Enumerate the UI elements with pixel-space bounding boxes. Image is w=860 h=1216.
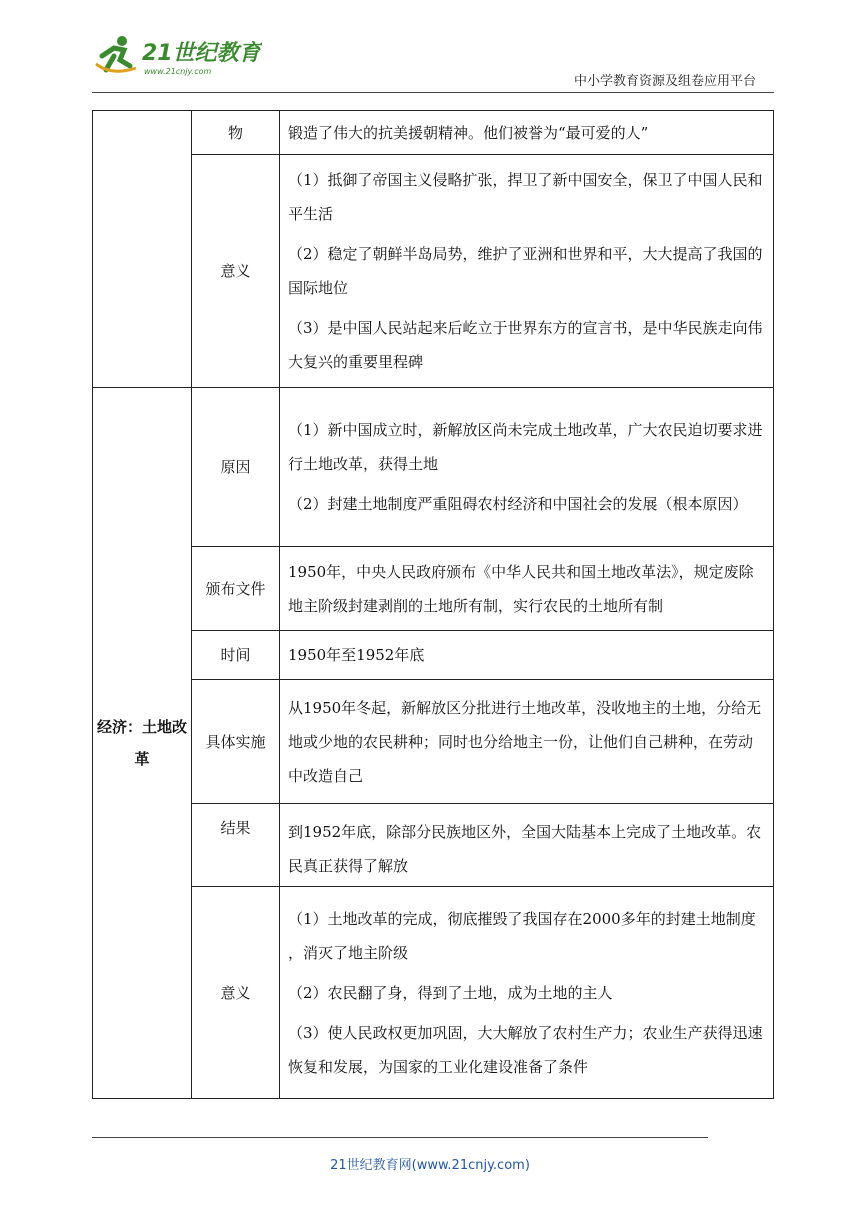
header-divider — [92, 92, 774, 93]
runner-icon — [96, 36, 136, 71]
content-text: （2）封建土地制度严重阻碍农村经济和中国社会的发展（根本原因） — [288, 495, 748, 513]
item-cell: 时间 — [192, 631, 280, 680]
category-cell: 经济：土地改革 — [93, 388, 192, 1099]
footer-divider — [92, 1137, 708, 1138]
content-cell — [280, 680, 774, 804]
table-row — [93, 388, 774, 547]
content-text: （3）是中国人民站起来后屹立于世界东方的宣言书，是中华民族走向伟大复兴的重要里程碑 — [288, 319, 763, 371]
content-cell — [280, 547, 774, 631]
content-text: （1）新中国成立时，新解放区尚未完成土地改革，广大农民迫切要求进行土地改革，获得土地 — [288, 421, 763, 473]
logo-text: 21世纪教育 — [142, 41, 261, 66]
table-row — [93, 631, 774, 680]
content-cell — [280, 887, 774, 1099]
item-cell: 颁布文件 — [192, 547, 280, 631]
content-text: 锻造了伟大的抗美援朝精神。他们被誉为“最可爱的人” — [288, 123, 649, 142]
item-cell: 结果 — [192, 804, 280, 887]
table-row — [93, 547, 774, 631]
table-row — [93, 111, 774, 155]
content-cell — [280, 111, 774, 155]
content-text: 1950年，中央人民政府颁布《中华人民共和国土地改革法》，规定废除地主阶级封建剥削的土地所有制，实行农民的土地所有制 — [288, 562, 754, 615]
content-cell — [280, 631, 774, 680]
content-cell — [280, 804, 774, 887]
content-text: （1）抵御了帝国主义侵略扩张，捍卫了新中国安全，保卫了中国人民和平生活 — [288, 171, 763, 223]
table-row — [93, 155, 774, 388]
content-text: （1）土地改革的完成，彻底摧毁了我国存在2000多年的封建土地制度 ，消灭了地主阶级 — [288, 909, 756, 962]
item-cell: 意义 — [192, 155, 280, 388]
table-row — [93, 887, 774, 1099]
content-text: （3）使人民政权更加巩固，大大解放了农村生产力；农业生产获得迅速恢复和发展，为国家的工业化建设准备了条件 — [288, 1023, 763, 1076]
item-cell: 意义 — [192, 887, 280, 1099]
content-text: （2）稳定了朝鲜半岛局势，维护了亚洲和世界和平，大大提高了我国的国际地位 — [288, 245, 763, 297]
table-row — [93, 804, 774, 887]
content-cell — [280, 155, 774, 388]
content-text: 到1952年底，除部分民族地区外，全国大陆基本上完成了土地改革。农民真正获得了解放 — [288, 823, 762, 875]
footer-link[interactable]: 21世纪教育网(www.21cnjy.com) — [330, 1158, 530, 1173]
content-cell — [280, 388, 774, 547]
header-platform-text: 中小学教育资源及组卷应用平台 — [573, 74, 756, 89]
item-cell: 物 — [192, 111, 280, 155]
site-logo — [92, 32, 262, 82]
content-table — [92, 110, 774, 1099]
category-cell-empty — [93, 111, 192, 388]
item-cell: 具体实施 — [192, 680, 280, 804]
logo-url: www.21cnjy.com — [144, 67, 212, 76]
content-text: 从1950年冬起，新解放区分批进行土地改革，没收地主的土地，分给无地或少地的农民耕种；同时也分给地主一份，让他们自己耕种，在劳动中改造自己 — [288, 698, 762, 785]
content-text: （2）农民翻了身，得到了土地，成为土地的主人 — [288, 983, 613, 1002]
table-row — [93, 680, 774, 804]
content-text: 1950年至1952年底 — [288, 646, 425, 664]
item-cell: 原因 — [192, 388, 280, 547]
